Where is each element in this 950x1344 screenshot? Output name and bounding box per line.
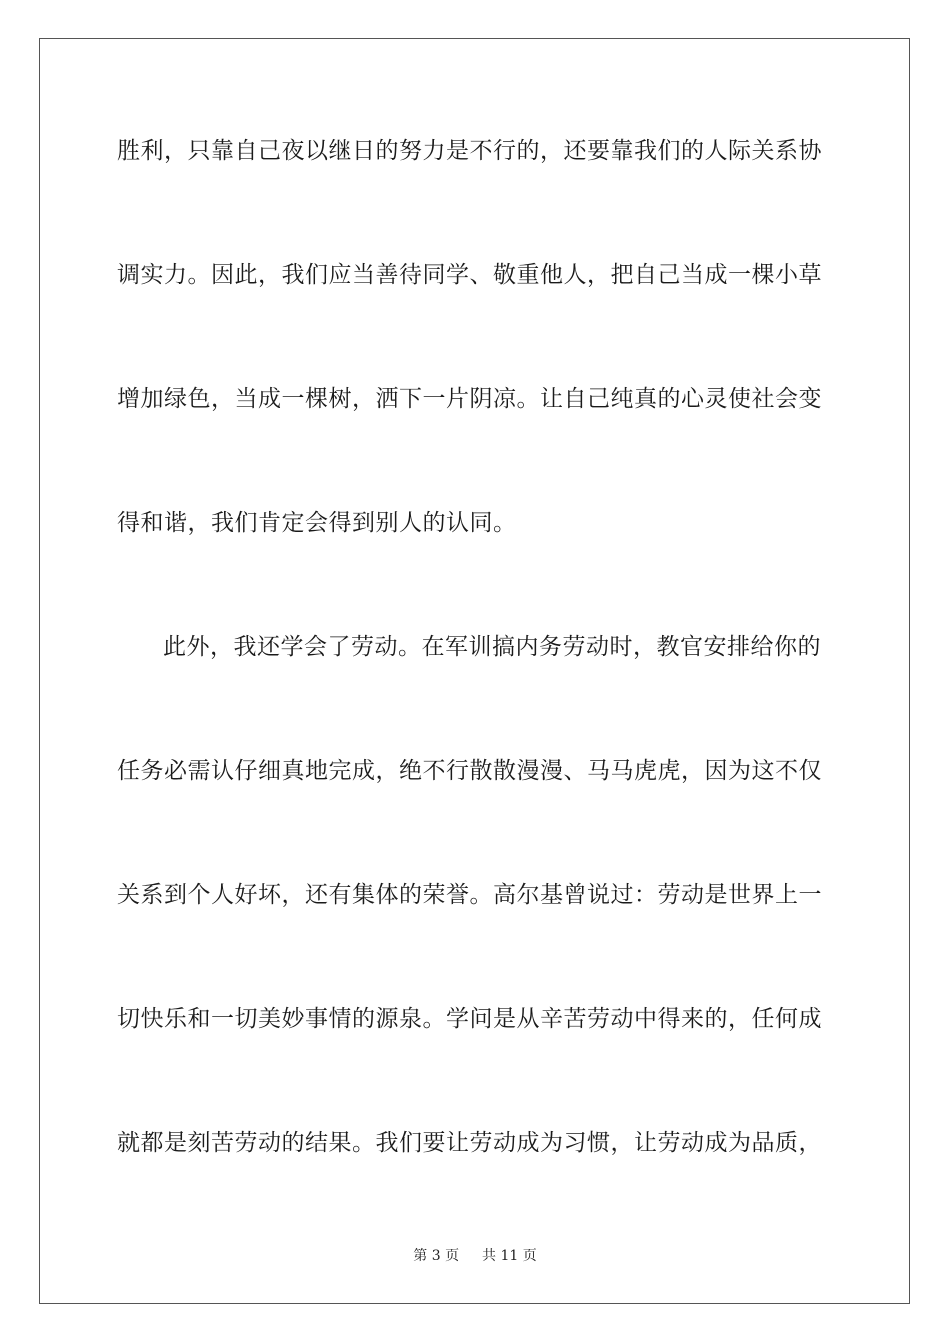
body-line-3: 增加绿色，当成一棵树，洒下一片阴凉。让自己纯真的心灵使社会变 xyxy=(117,386,822,412)
body-line-6: 任务必需认仔细真地完成，绝不行散散漫漫、马马虎虎，因为这不仅 xyxy=(117,758,822,784)
body-line-7: 关系到个人好坏，还有集体的荣誉。高尔基曾说过：劳动是世界上一 xyxy=(117,882,822,908)
total-pages: 共 11 页 xyxy=(482,1248,537,1264)
body-line-1: 胜利，只靠自己夜以继日的努力是不行的，还要靠我们的人际关系协 xyxy=(117,138,822,164)
body-line-4: 得和谐，我们肯定会得到别人的认同。 xyxy=(117,510,517,536)
body-line-8: 切快乐和一切美妙事情的源泉。学问是从辛苦劳动中得来的，任何成 xyxy=(117,1006,822,1032)
page-number: 第 3 页 xyxy=(413,1248,460,1264)
page-footer xyxy=(0,1247,950,1265)
page-border xyxy=(39,38,910,1304)
body-line-2: 调实力。因此，我们应当善待同学、敬重他人，把自己当成一棵小草 xyxy=(117,262,822,288)
body-line-9: 就都是刻苦劳动的结果。我们要让劳动成为习惯，让劳动成为品质， xyxy=(117,1130,822,1156)
body-line-5: 此外，我还学会了劳动。在军训搞内务劳动时，教官安排给你的 xyxy=(163,634,821,660)
